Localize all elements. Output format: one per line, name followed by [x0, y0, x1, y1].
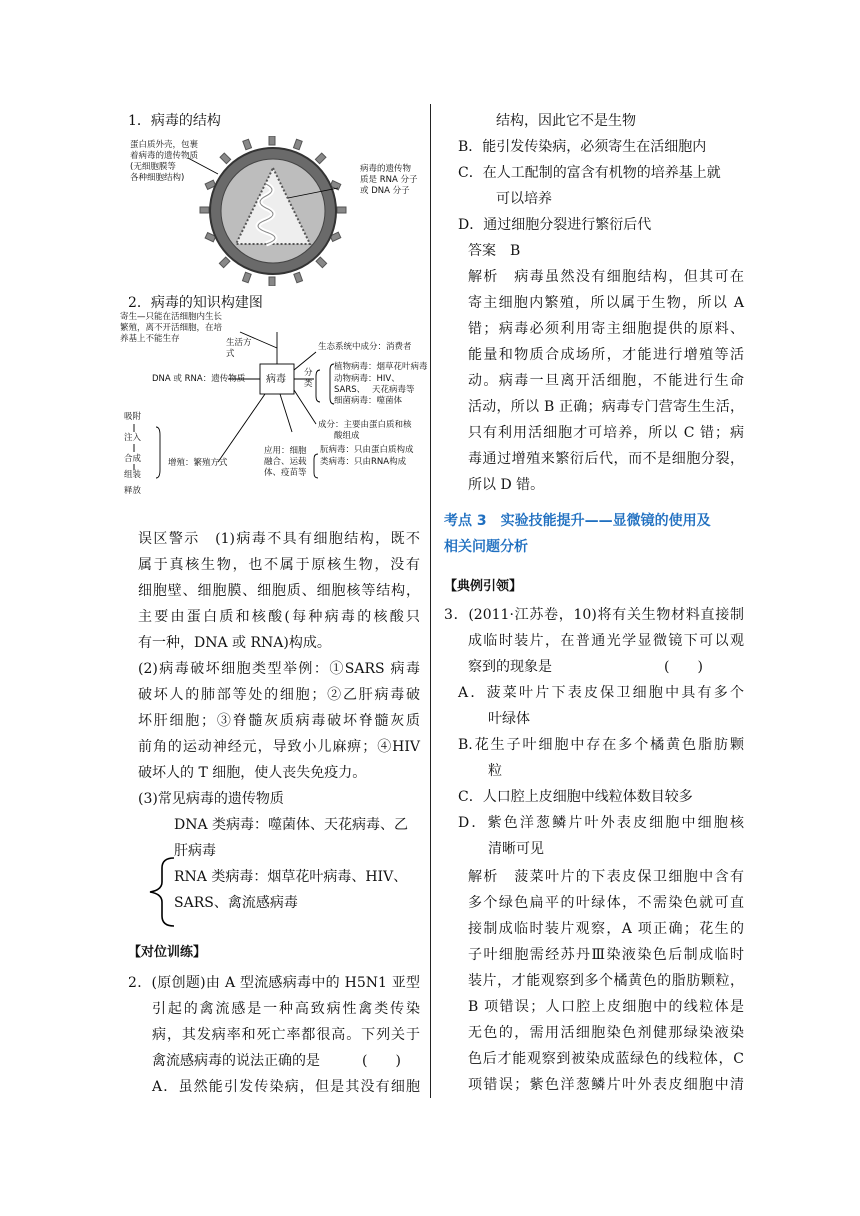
analysis-line: 解析 病毒虽然没有细胞结构，但其可在: [468, 269, 744, 285]
analysis-line: 所以 D 错。: [468, 477, 545, 493]
analysis-line: 项错误；紫色洋葱鳞片叶外表皮细胞中清: [468, 1077, 744, 1093]
warning-line: 前角的运动神经元，导致小儿麻痹；④HIV: [138, 739, 420, 755]
analysis-line: 动。病毒一旦离开活细胞，不能进行生命: [468, 373, 744, 389]
reproduce-node: 增殖：繁殖方式: [168, 458, 228, 468]
analysis-line: 寄主细胞内繁殖，所以属于生物，所以 A: [468, 295, 744, 311]
misconception-warning: [138, 526, 420, 812]
question-2-line: 病，其发病率和死亡率都很高。下列关于: [152, 1027, 420, 1043]
analysis-line: 无色的，需用活细胞染色剂健那绿染液染: [468, 1025, 744, 1041]
warning-line: (2)病毒破坏细胞类型举例：①SARS 病毒: [138, 661, 420, 677]
question-3-line: C．人口腔上皮细胞中线粒体数目较多: [458, 789, 693, 805]
option-line: 结构，因此它不是生物: [496, 113, 636, 129]
dna-rna-node: DNA 或 RNA：遗传物质: [152, 374, 246, 384]
question-3: [444, 602, 744, 862]
gene-label-2: 质是 RNA 分子: [360, 175, 418, 185]
warning-line: 破坏人的 T 细胞，使人丧失免疫力。: [138, 765, 367, 781]
question-2-options: [444, 108, 744, 264]
topic-title-line-2: 相关问题分析: [444, 539, 528, 555]
question-2-line: 引起的禽流感是一种高致病性禽类传染: [152, 1001, 420, 1017]
analysis-line: B 项错误；人口腔上皮细胞中的线粒体是: [468, 999, 744, 1015]
rna-virus-line-2: SARS、禽流感病毒: [174, 895, 298, 911]
shell-label-3: (无细胞膜等: [130, 162, 176, 172]
ecosystem-role: 生态系统中成分：消费者: [318, 342, 412, 352]
analysis-2: [468, 864, 744, 1098]
question-3-line: 成临时装片，在普通光学显微镜下可以观: [468, 633, 744, 649]
option-line: B．能引发传染病，必须寄生在活细胞内: [458, 139, 707, 155]
step-inject: 注入: [124, 433, 142, 443]
shell-label-1: 蛋白质外壳，包裹: [130, 140, 199, 150]
animal-virus-2: 天花病毒等: [372, 385, 415, 395]
gene-label-3: 或 DNA 分子: [360, 186, 410, 196]
analysis-line: 装片，才能观察到多个橘黄色的脂肪颗粒，: [468, 973, 744, 989]
brace-icon: [146, 856, 176, 928]
warning-line: 有一种，DNA 或 RNA)构成。: [138, 635, 331, 651]
bacterial-virus: 细菌病毒：噬菌体: [334, 396, 403, 406]
analysis-line: 色后才能观察到被染成蓝绿色的线粒体，C: [468, 1051, 744, 1067]
plant-virus: 植物病毒：烟草花叶病毒: [334, 362, 428, 372]
option-line: 答案 B: [468, 243, 521, 259]
parasite-note-3: 养基上不能生存: [120, 334, 180, 344]
analysis-line: 接制成临时装片观察，A 项正确；花生的: [468, 921, 744, 937]
shell-label-4: 各种细胞结构): [130, 173, 185, 183]
question-2-line: A．虽然能引发传染病，但是其没有细胞: [152, 1079, 420, 1095]
apply-node-1: 应用：细胞: [264, 446, 307, 456]
warning-line: 坏肝细胞；③脊髓灰质病毒破坏脊髓灰质: [138, 713, 420, 729]
classify-label: 分类: [304, 368, 313, 389]
analysis-line: 解析 菠菜叶片的下表皮保卫细胞中含有: [468, 869, 744, 885]
analysis-line: 活动，所以 B 正确；病毒专门营寄生生活，: [468, 399, 744, 415]
shell-label-2: 着病毒的遗传物质: [130, 151, 199, 161]
animal-virus-1: 动物病毒：HIV、SARS、: [334, 374, 400, 395]
apply-node-2: 融合、运载: [264, 457, 307, 467]
question-3-line: 察到的现象是 ( ): [468, 659, 703, 675]
analysis-line: 子叶细胞需经苏丹Ⅲ染液染色后制成临时: [468, 947, 744, 963]
genetic-material-list: [146, 812, 426, 922]
training-header: 【对位训练】: [128, 945, 207, 960]
question-3-line: 清晰可见: [488, 841, 544, 857]
component-2: 酸组成: [334, 431, 360, 441]
section-1-title: 1．病毒的结构: [128, 113, 221, 129]
question-2-line: 禽流感病毒的说法正确的是 ( ): [152, 1053, 401, 1069]
column-divider: [430, 104, 431, 1098]
analysis-line: 只有利用活细胞才可培养，所以 C 错；病: [468, 425, 744, 441]
topic-title-line-1: 考点 3 实验技能提升——显微镜的使用及: [444, 513, 711, 529]
warning-line: (3)常见病毒的遗传物质: [138, 791, 284, 807]
example-header: 【典例引领】: [444, 579, 523, 594]
question-2-line: 2．(原创题)由 A 型流感病毒中的 H5N1 亚型: [128, 975, 420, 991]
warning-line: 破坏人的肺部等处的细胞；②乙肝病毒破: [138, 687, 420, 703]
analysis-1: [468, 264, 744, 498]
question-3-line: 叶绿体: [488, 711, 530, 727]
viroid-node: 类病毒：只由RNA构成: [320, 457, 407, 467]
parasite-note-2: 繁殖，离不开活细胞，在培: [120, 323, 223, 333]
step-adsorb: 吸附: [124, 412, 142, 422]
analysis-line: 能量和物质合成场所，才能进行增殖等活: [468, 347, 744, 363]
warning-line: 误区警示 (1)病毒不具有细胞结构，既不: [138, 531, 420, 547]
center-node: 病毒: [266, 374, 286, 385]
option-line: D．通过细胞分裂进行繁衍后代: [458, 217, 652, 233]
analysis-line: 毒通过增殖来繁衍后代，而不是细胞分裂，: [468, 451, 744, 467]
warning-line: 属于真核生物，也不属于原核生物，没有: [138, 557, 420, 573]
question-3-line: 3．(2011·江苏卷，10)将有关生物材料直接制: [444, 607, 744, 623]
question-3-line: A．菠菜叶片下表皮保卫细胞中具有多个: [458, 685, 744, 701]
section-2-title: 2．病毒的知识构建图: [128, 295, 263, 311]
virus-concept-map: [120, 312, 430, 496]
question-3-line: 粒: [488, 763, 502, 779]
life-mode-label: 生活方式: [226, 338, 252, 359]
analysis-line: 多个绿色扁平的叶绿体，不需染色就可直: [468, 895, 744, 911]
parasite-note-1: 寄生—只能在活细胞内生长: [120, 312, 223, 322]
prion-node: 朊病毒：只由蛋白质构成: [320, 445, 414, 455]
virus-structure-figure: [128, 136, 420, 286]
virus-diagram-icon: [188, 136, 358, 286]
step-release: 释放: [124, 486, 142, 496]
gene-label-1: 病毒的遗传物: [360, 164, 412, 174]
dna-virus-line-2: 肝病毒: [174, 843, 216, 859]
apply-node-3: 体、疫苗等: [264, 468, 307, 478]
component-1: 成分：主要由蛋白质和核: [318, 420, 412, 430]
dna-virus-line-1: DNA 类病毒：噬菌体、天花病毒、乙: [174, 817, 409, 833]
analysis-line: 错；病毒必须利用寄主细胞提供的原料、: [468, 321, 744, 337]
question-2: [128, 970, 420, 1100]
rna-virus-line-1: RNA 类病毒：烟草花叶病毒、HIV、: [174, 869, 408, 885]
step-assemble: 组装: [124, 470, 142, 480]
question-3-line: B.花生子叶细胞中存在多个橘黄色脂肪颗: [458, 737, 744, 753]
warning-line: 主要由蛋白质和核酸(每种病毒的核酸只: [138, 609, 420, 625]
step-synthesize: 合成: [124, 454, 142, 464]
option-line: C．在人工配制的富含有机物的培养基上就: [458, 165, 721, 181]
question-3-line: D．紫色洋葱鳞片叶外表皮细胞中细胞核: [458, 815, 744, 831]
option-line: 可以培养: [496, 191, 552, 207]
warning-line: 细胞壁、细胞膜、细胞质、细胞核等结构，: [138, 583, 420, 599]
